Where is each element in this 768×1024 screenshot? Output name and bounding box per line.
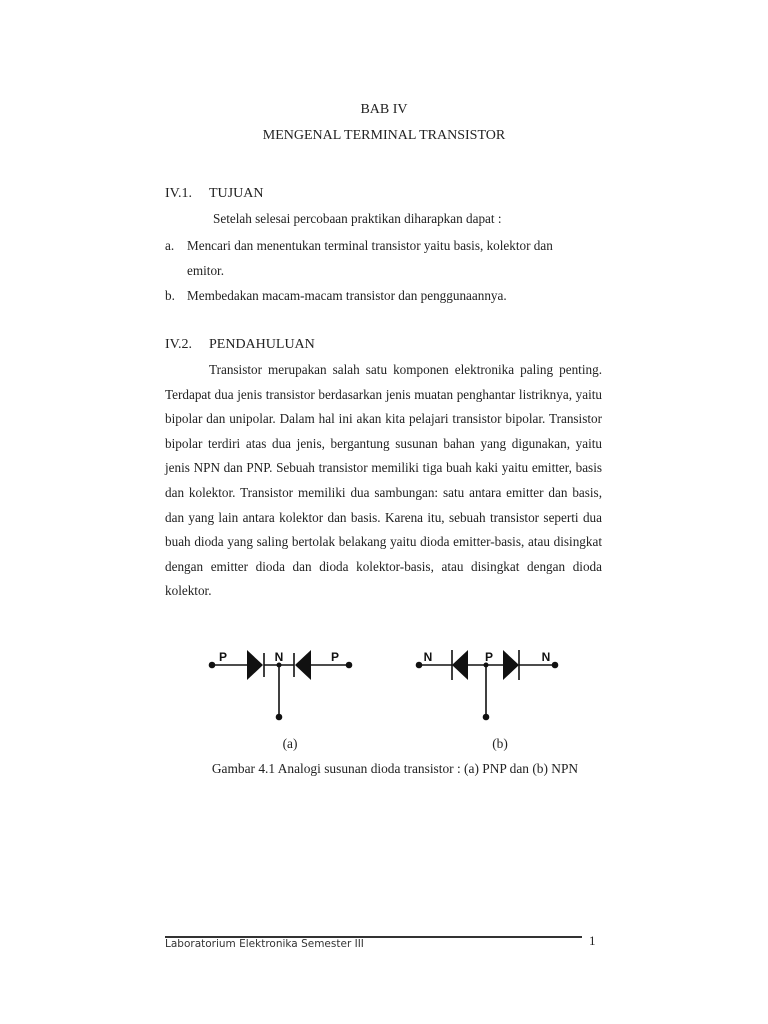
- list-item: [165, 283, 602, 308]
- body-paragraph: Transistor merupakan salah satu komponen elektronika paling penting. Terdapat dua jenis transistor berdasarkan jenis muatan penghantar listriknya, yaitu bipolar dan unipolar. Dalam hal ini akan kita pelajari transistor bipolar. Transistor bipolar terdiri atas dua jenis, bergantung susunan bahan yang digunakan, yaitu jenis NPN dan PNP. Sebuah transistor memiliki tiga buah kaki yaitu emitter, basis dan kolektor. Transistor memiliki dua sambungan: satu antara emitter dan basis, dan yang lain antara kolektor dan basis. Karena itu, sebuah transistor seperti dua buah dioda yang saling bertolak belakang yaitu dioda emitter-basis, atau disingkat dengan emitter dioda dan dioda kolektor-basis, atau disingkat dengan dioda kolektor.: [165, 362, 602, 599]
- footer-text: Laboratorium Elektronika Semester III: [165, 938, 364, 950]
- terminal-dot: [276, 714, 283, 721]
- chapter-title: MENGENAL TERMINAL TRANSISTOR: [262, 128, 506, 143]
- diode-triangle-right: [295, 650, 311, 680]
- list-item-text: [187, 233, 602, 283]
- subfigure-caption-b: (b): [492, 736, 508, 751]
- terminal-dot: [209, 662, 216, 669]
- section-title: PENDAHULUAN: [209, 337, 315, 352]
- section-number: IV.1.: [165, 186, 192, 201]
- region-label: N: [423, 650, 433, 664]
- diagram-pnp: [195, 640, 370, 735]
- list-marker: b.: [165, 288, 175, 303]
- list-item-line: Membedakan macam-macam transistor dan penggunaannya.: [187, 288, 507, 303]
- terminal-dot: [483, 714, 490, 721]
- list-item-text: [187, 283, 602, 308]
- region-label: P: [330, 650, 340, 664]
- diode-triangle-right: [503, 650, 519, 680]
- section-heading-pendahuluan: [165, 337, 315, 353]
- diode-triangle-left: [452, 650, 468, 680]
- list-item: [165, 233, 602, 283]
- region-label: P: [218, 650, 228, 664]
- section-intro: Setelah selesai percobaan praktikan diharapkan dapat :: [213, 211, 502, 226]
- diagram-npn: [402, 640, 577, 735]
- section-heading-tujuan: [165, 186, 263, 202]
- region-label: N: [274, 650, 284, 664]
- list-item-line: emitor.: [187, 263, 224, 278]
- section-title: TUJUAN: [209, 186, 264, 201]
- region-label: P: [484, 650, 494, 664]
- figure-caption: Gambar 4.1 Analogi susunan dioda transistor : (a) PNP dan (b) NPN: [211, 761, 579, 776]
- terminal-dot: [346, 662, 353, 669]
- section-number: IV.2.: [165, 337, 192, 352]
- list-item-line: Mencari dan menentukan terminal transistor yaitu basis, kolektor dan: [187, 238, 553, 253]
- region-label: N: [541, 650, 551, 664]
- terminal-dot: [416, 662, 423, 669]
- diode-triangle-left: [247, 650, 263, 680]
- subfigure-caption-a: (a): [282, 736, 298, 751]
- chapter-label: BAB IV: [360, 102, 408, 117]
- page-number: 1: [589, 933, 596, 948]
- terminal-dot: [552, 662, 559, 669]
- list-marker: a.: [165, 238, 175, 253]
